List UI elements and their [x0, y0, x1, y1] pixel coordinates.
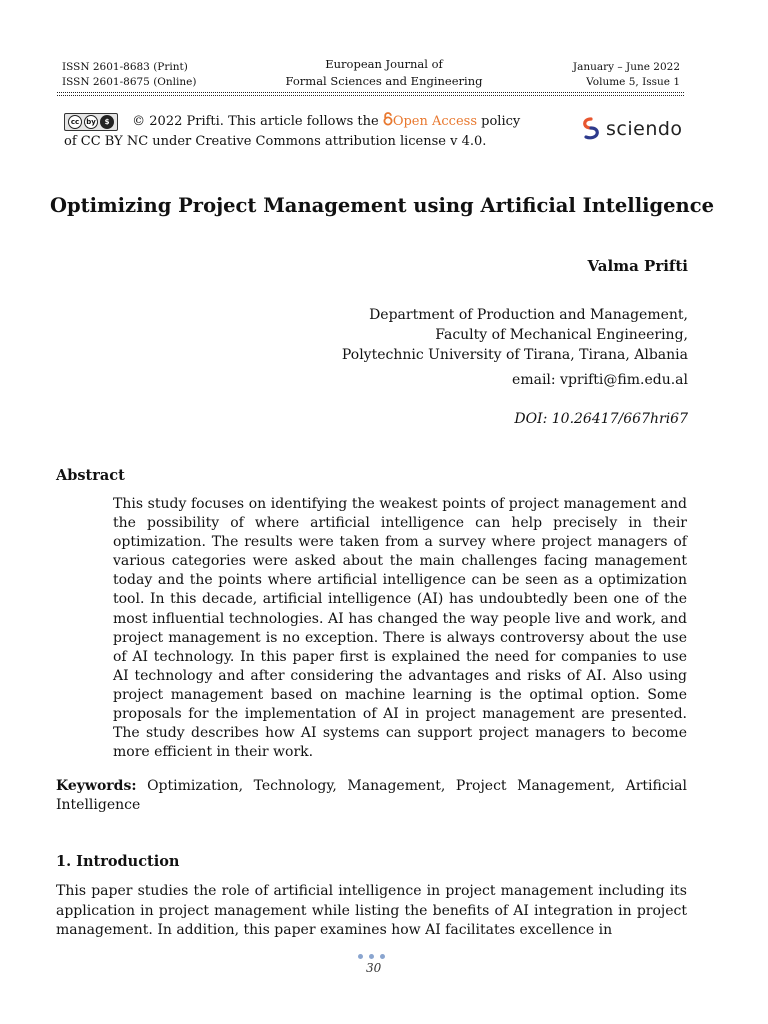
issn-online: ISSN 2601-8675 (Online)	[62, 76, 197, 88]
article-title: Optimizing Project Management using Artificial Intelligence	[49, 194, 715, 217]
journal-name-line2: Formal Sciences and Engineering	[285, 74, 483, 88]
license-line2: of CC BY NC under Creative Commons attribution license v 4.0.	[64, 134, 487, 149]
keywords-label: Keywords:	[56, 778, 137, 794]
affiliation-line: Faculty of Mechanical Engineering,	[435, 327, 688, 343]
affiliation	[342, 305, 688, 365]
issue-block	[573, 60, 680, 90]
author-name: Valma Prifti	[587, 257, 688, 275]
ornament-dot	[380, 954, 385, 959]
journal-name-line1: European Journal of	[325, 57, 443, 71]
issue-date: January – June 2022	[572, 61, 680, 73]
header-rule-secondary	[57, 95, 684, 96]
abstract-heading: Abstract	[56, 467, 125, 484]
ornament-dot	[369, 954, 374, 959]
introduction-text: This paper studies the role of artificial intelligence in project management including its application in project management while listing the benefits of AI integration in project management. In addition, this paper examines how AI facilitates excellence in	[56, 883, 687, 938]
author-email[interactable]: email: vprifti@fim.edu.al	[512, 372, 688, 388]
page-dots-ornament	[358, 954, 385, 959]
issn-block	[62, 60, 196, 90]
affiliation-line: Department of Production and Management,	[369, 307, 688, 323]
introduction-heading: 1. Introduction	[56, 853, 180, 870]
sciendo-logo-icon	[582, 117, 600, 141]
issue-volume: Volume 5, Issue 1	[586, 76, 680, 88]
license-line1-prefix: © 2022 Prifti. This article follows the	[132, 114, 383, 129]
keywords	[56, 777, 687, 815]
cc-icon: cc	[68, 115, 82, 129]
page-number: 30	[366, 961, 382, 975]
keywords-text: Optimization, Technology, Management, Project Management, Artificial Intelligence	[56, 778, 687, 813]
open-access-lock-icon	[383, 114, 393, 129]
header-rule	[57, 92, 684, 93]
license-statement	[64, 112, 520, 152]
affiliation-line: Polytechnic University of Tirana, Tirana, Albania	[341, 347, 688, 363]
nc-icon: $	[100, 115, 114, 129]
doi[interactable]: DOI: 10.26417/667hri67	[514, 411, 688, 427]
publisher-name: sciendo	[606, 118, 683, 140]
open-access-link[interactable]: Open Access	[392, 114, 477, 129]
cc-by-nc-badge-icon[interactable]	[64, 113, 118, 131]
sciendo-logo	[582, 117, 683, 141]
abstract-text: This study focuses on identifying the weakest points of project management and the possibility of where artificial intelligence can help precisely in their optimization. The results were taken from a survey where project managers of various categories were asked about the main challenges facing management today and the points where artificial intelligence can be seen as a optimization tool. In this decade, artificial intelligence (AI) has undoubtedly been one of the most influential technologies. AI has changed the way people live and work, and project management is no exception. There is always controversy about the use of AI technology. In this paper first is explained the need for companies to use AI technology and after considering the advantages and risks of AI. Also using project management based on machine learning is the optimal option. Some proposals for the implementation of AI in project management are presented. The study describes how AI systems can support project managers to become more efficient in their work.	[113, 496, 687, 761]
issn-print: ISSN 2601-8683 (Print)	[62, 61, 188, 73]
by-icon: by	[84, 115, 98, 129]
license-line1-suffix: policy	[477, 114, 521, 129]
ornament-dot	[358, 954, 363, 959]
journal-name	[240, 56, 528, 90]
